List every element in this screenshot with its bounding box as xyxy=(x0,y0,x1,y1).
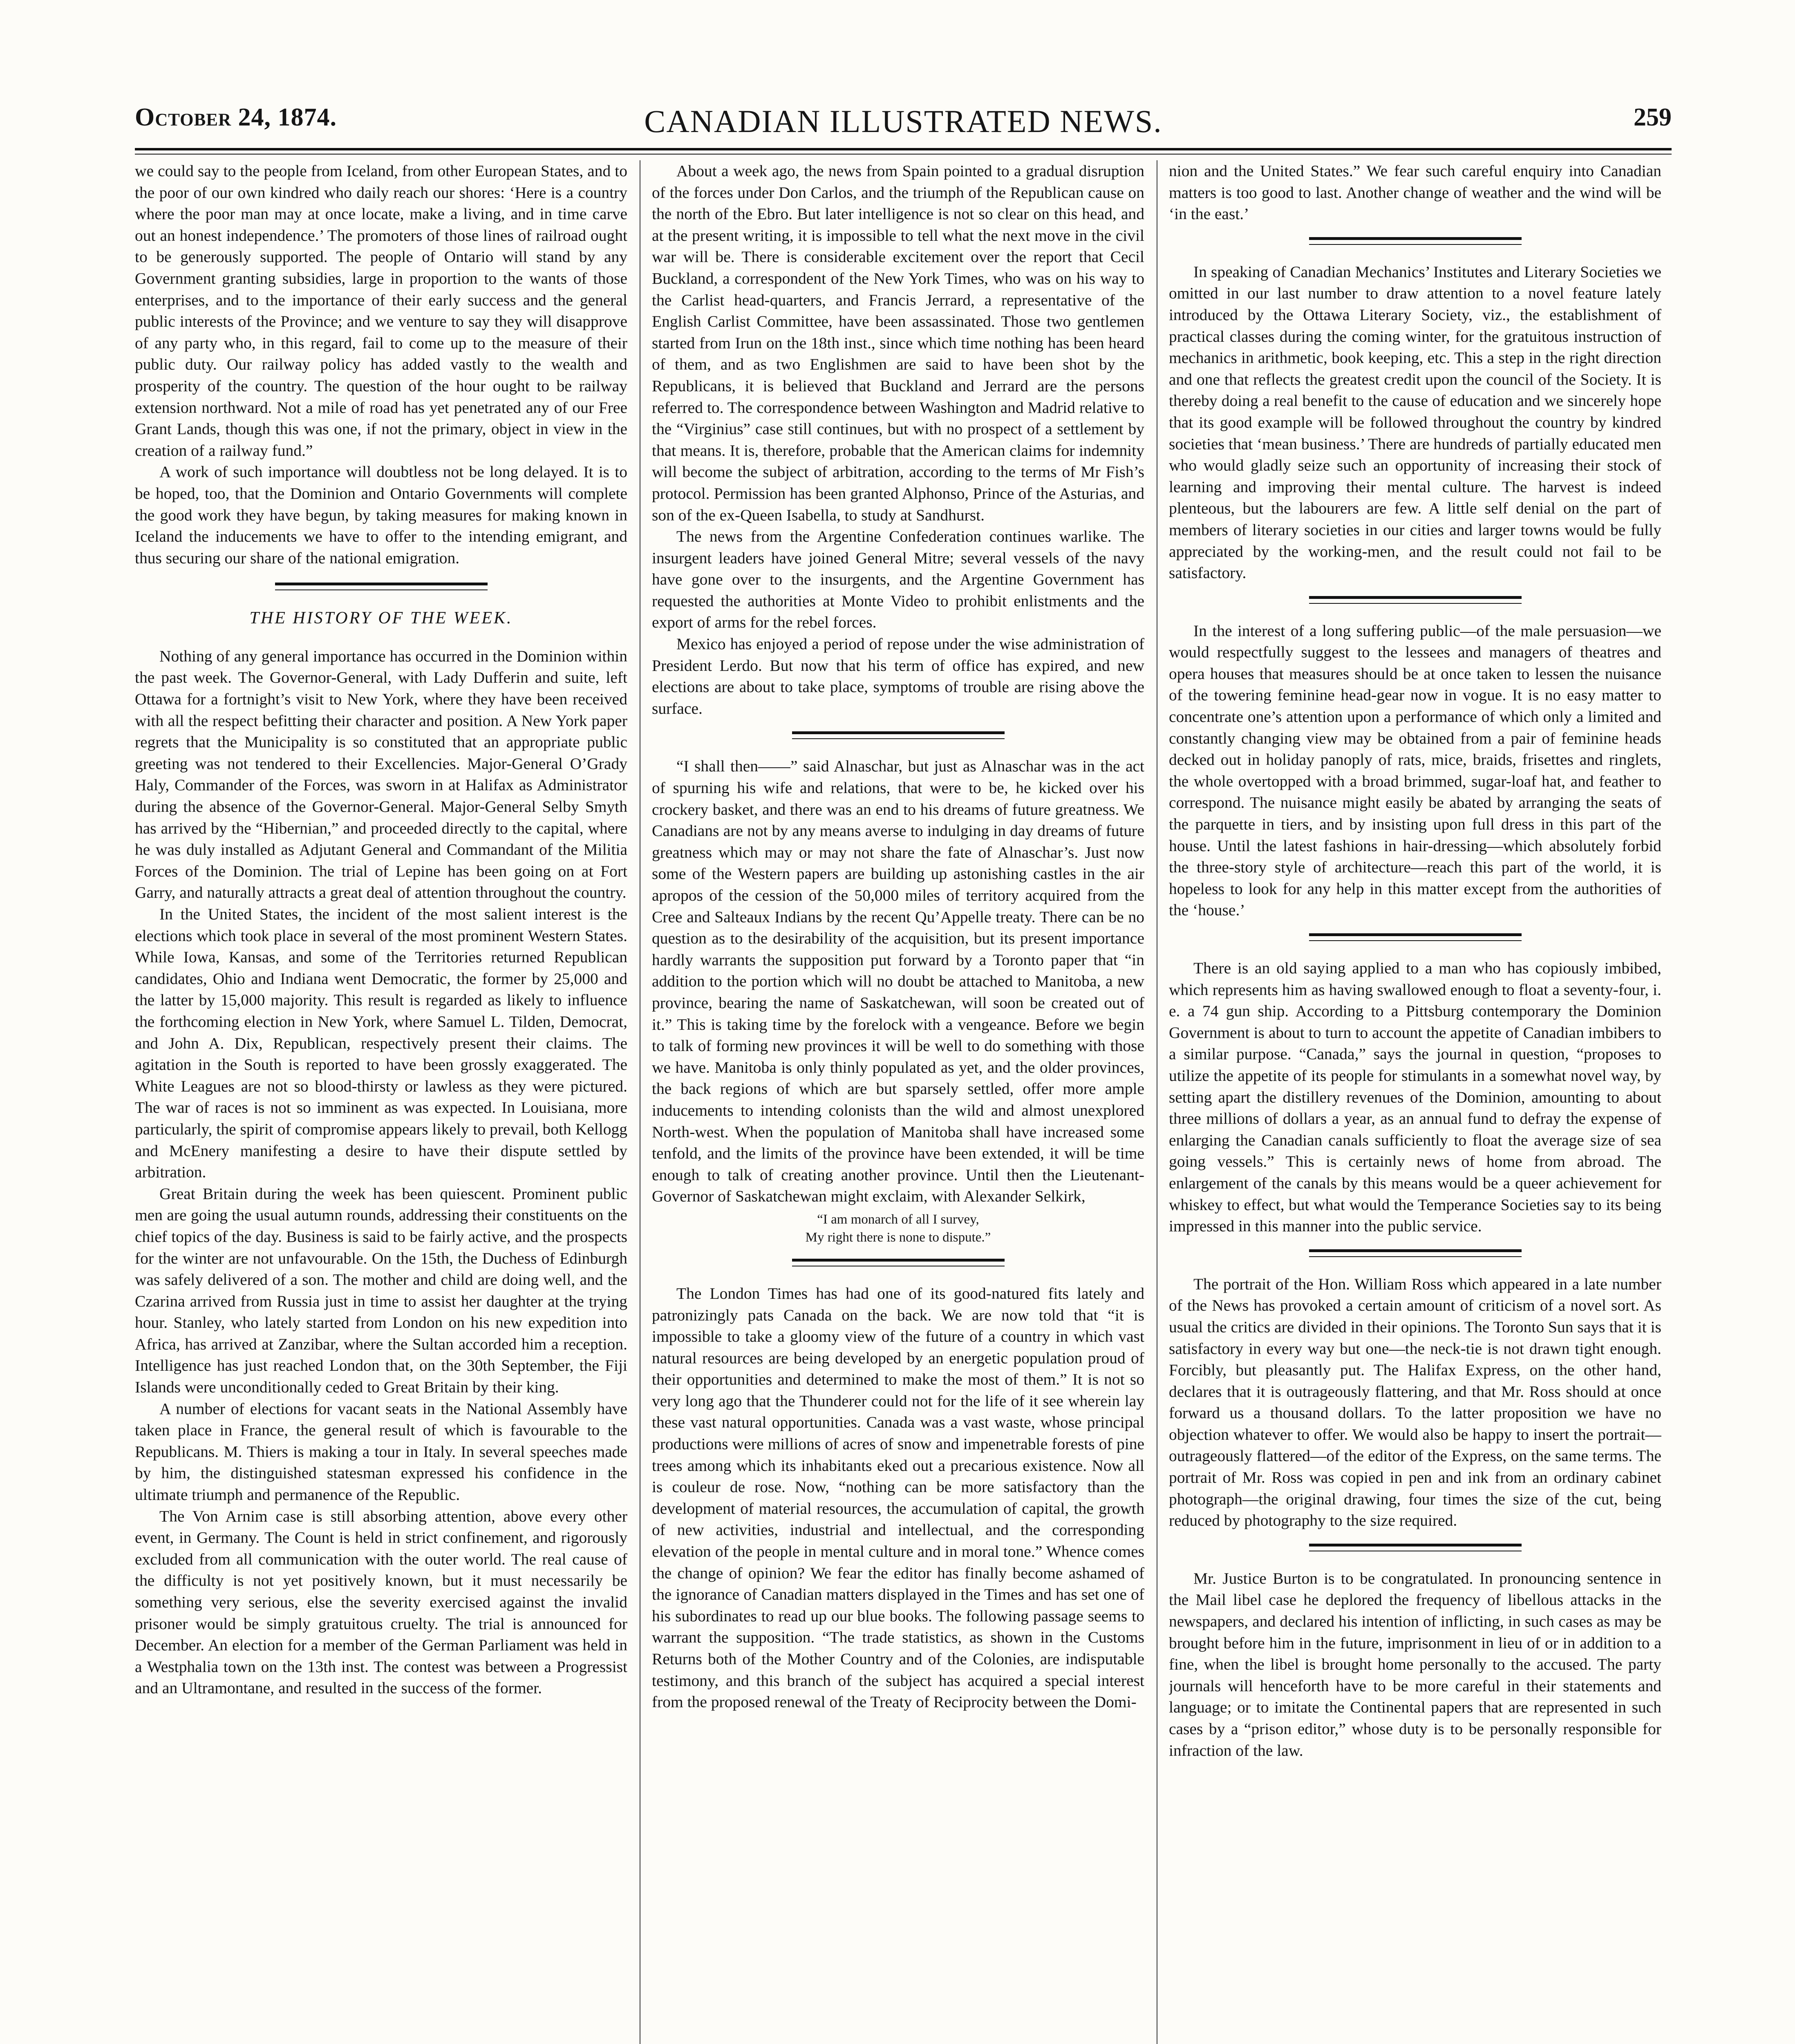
section-divider xyxy=(792,1259,1005,1266)
masthead-rule xyxy=(135,148,1672,155)
article-paragraph: The news from the Argentine Confederation continues warlike. The insurgent leaders have joined General Mitre; several vessels of the navy have gone over to the insurgents, and the Argentine Government has requested the authorities at Monte Video to prohibit enlistments and the export of arms for the rebel forces. xyxy=(652,527,1144,632)
article-paragraph: “I shall then——” said Alnaschar, but just as Alnaschar was in the act of spurning his wife and relations, that were to be, he kicked over his crockery basket, and there was an end to his dreams of future greatness. We Canadians are not by any means averse to indulging in day dreams of future greatness which may or may not share the fate of Alnaschar’s. Just now some of the Western papers are building up astonishing castles in the air apropos of the cession of the 50,000 miles of territory acquired from the Cree and Salteaux Indians by the recent Qu’Appelle treaty. There can be no question as to the desirability of the acquisition, but its present importance hardly warrants the supposition put forward by a Toronto paper that “in addition to the portion which will no doubt be attached to Manitoba, a new province, bearing the name of Saskatchewan, will soon be created out of it.” This is taking time by the forelock with a vengeance. Before we begin to talk of forming new provinces it will be well to do something with those we have. Manitoba is only thinly populated as yet, and the older provinces, the back regions of which are but sparsely settled, offer more ample inducements to intending colonists than the wild and almost unexplored North-west. When the population of Manitoba shall have increased some tenfold, and the limits of the province have been extended, it will be time enough to talk of creating another province. Until then the Lieutenant-Governor of Saskatchewan might exclaim, with Alexander Selkirk, xyxy=(652,757,1144,1206)
article-paragraph: The Von Arnim case is still absorbing attention, above every other event, in Germany. The Count is held in strict confinement, and rigorously excluded from all communication with the outer world. The real cause of the difficulty is not yet positively known, but it must necessarily be something very serious, else the severity exercised against the invalid prisoner would be simply gratuitous cruelty. The trial is announced for December. An election for a member of the German Parliament was held in a Westphalia town on the 13th inst. The contest was between a Progressist and an Ultramontane, and resulted in the success of the former. xyxy=(135,1507,627,1697)
article-paragraph: Nothing of any general importance has occurred in the Dominion within the past week. The Governor-General, with Lady Dufferin and suite, left Ottawa for a fortnight’s visit to New York, where they have been received with all the respect befitting their character and position. A New York paper regrets that the Municipality is so constituted that an appropriate public greeting was not tendered to their Excellencies. Major-General O’Grady Haly, Commander of the Forces, was sworn in at Halifax as Administrator during the absence of the Governor-General. Major-General Selby Smyth has arrived by the “Hibernian,” and proceeded directly to the capital, where he was duly installed as Adjutant General and Commandant of the Militia Forces of the Dominion. The trial of Lepine has been going on at Fort Garry, and naturally attracts a great deal of attention throughout the country. xyxy=(135,647,627,902)
section-divider xyxy=(1309,933,1522,941)
article-paragraph: A number of elections for vacant seats in the National Assembly have taken place in France, the general result of which is favourable to the Republicans. M. Thiers is making a tour in Italy. In several speeches made by him, the distinguished statesman expressed his confidence in the ultimate triumph and permanence of the Republic. xyxy=(135,1399,627,1504)
section-divider xyxy=(1309,596,1522,604)
verse-line: “I am monarch of all I survey, xyxy=(817,1212,979,1227)
page-number: 259 xyxy=(1634,103,1672,131)
article-paragraph: In speaking of Canadian Mechanics’ Institutes and Literary Societies we omitted in our last number to draw attention to a novel feature lately introduced by the Ottawa Literary Society, viz., the establishment of practical classes during the coming winter, for the gratuitous instruction of mechanics in arithmetic, book keeping, etc. This a step in the right direction and one that reflects the greatest credit upon the council of the Society. It is thereby doing a real benefit to the cause of education and we sincerely hope that its good example will be followed throughout the country by kindred societies that ‘mean business.’ There are hundreds of partially educated men who would gladly seize such an opportunity of increasing their stock of learning and improving their mental culture. The harvest is indeed plenteous, but the labourers are few. A little self denial on the part of members of literary societies in our cities and larger towns would be fully appreciated by the working-men, and the result could not fail to be satisfactory. xyxy=(1169,262,1661,582)
verse-line: My right there is none to dispute.” xyxy=(805,1230,991,1245)
article-paragraph: There is an old saying applied to a man who has copiously imbibed, which represents him as having swallowed enough to float a seventy-four, i. e. a 74 gun ship. According to a Pittsburg contemporary the Dominion Government is about to turn to account the appetite of Canadian imbibers to a similar purpose. “Canada,” says the journal in question, “proposes to utilize the appetite of its people for stimulants in a somewhat novel way, by setting apart the distillery revenues of the Dominion, amounting to about three millions of dollars a year, as an annual fund to defray the expense of enlarging the Canadian canals sufficiently to float the average size of sea going vessels.” This is certainly news of home from abroad. The enlargement of the canals by this means would be a queer achievement for whiskey to effect, but what would the Temperance Societies say to its being impressed in this manner into the public service. xyxy=(1169,959,1661,1235)
article-paragraph: nion and the United States.” We fear such careful enquiry into Canadian matters is too good to last. Another change of weather and the wind will be ‘in the east.’ xyxy=(1169,162,1661,223)
article-paragraph: The London Times has had one of its good-natured fits lately and patronizingly pats Canada on the back. We are now told that “it is impossible to take a gloomy view of the future of a country in which vast natural resources are being developed by an energetic population proud of their opportunities and determined to make the most of them.” It is not so very long ago that the Thunderer could not for the life of it see wherein lay these vast natural opportunities. Canada was a vast waste, whose principal productions were millions of acres of snow and impenetrable forests of pine trees among which its inhabitants eked out a precarious existence. Now all is couleur de rose. Now, “nothing can be more satisfactory than the development of material resources, the accumulation of capital, the growth of new activities, industrial and intellectual, and the corresponding elevation of the people in mental culture and in moral tone.” Whence comes the change of opinion? We fear the editor has finally become ashamed of the ignorance of Canadian matters displayed in the Times and has set one of his subordinates to read up our blue books. The following passage seems to warrant the supposition. “The trade statistics, as shown in the Customs Returns both of the Mother Country and of the Colonies, are indisputable testimony, and this branch of the subject has acquired a special interest from the proposed renewal of the Treaty of Reciprocity between the Domi- xyxy=(652,1284,1144,1711)
masthead xyxy=(135,103,1672,152)
verse-quote xyxy=(652,1210,1144,1246)
article-paragraph: Great Britain during the week has been quiescent. Prominent public men are going the usual autumn rounds, addressing their constituents on the chief topics of the day. Business is said to be fairly active, and the prospects for the winter are not unfavourable. On the 15th, the Duchess of Edinburgh was safely delivered of a son. The mother and child are doing well, and the Czarina arrived from Russia just in time to assist her daughter at the trying hour. Stanley, who lately started from London on his new expedition into Africa, has arrived at Zanzibar, where the Sultan accorded him a reception. Intelligence has just reached London that, on the 30th September, the Fiji Islands were unconditionally ceded to Great Britain by their king. xyxy=(135,1184,627,1396)
article-paragraph: In the interest of a long suffering public—of the male persuasion—we would respectfully suggest to the lessees and managers of theatres and opera houses that measures should be at once taken to lessen the nuisance of the towering feminine head-gear now in vogue. It is no easy matter to concentrate one’s attention upon a performance of which only a limited and constantly changing view may be obtained from a pair of feminine heads decked out in holiday panoply of rats, mice, braids, frisettes and ringlets, the whole overtopped with a broad brimmed, sugar-loaf hat, and feather to correspond. The nuisance might easily be abated by arranging the seats of the parquette in tiers, and by insisting upon full dress in this part of the house. Until the latest fashions in hair-dressing—which absolutely forbid the three-story style of architecture—reach this part of the world, it is hopeless to look for any help in this matter except from the authorities of the ‘house.’ xyxy=(1169,621,1661,919)
article-paragraph: A work of such importance will doubtless not be long delayed. It is to be hoped, too, that the Dominion and Ontario Governments will complete the good work they have begun, by taking measures for making known in Iceland the inducements we have to offer to the intending emigrant, and thus securing our share of the national emigration. xyxy=(135,463,627,567)
section-divider xyxy=(1309,237,1522,245)
column-1 xyxy=(135,160,627,2044)
section-divider xyxy=(792,731,1005,739)
section-divider xyxy=(1309,1544,1522,1551)
article-paragraph: we could say to the people from Iceland, from other European States, and to the poor of our own kindred who daily reach our shores: ‘Here is a country where the poor man may at once locate, make a living, and in time carve out an honest independence.’ The promoters of those lines of railroad ought to be generously supported. The people of Ontario will stand by any Government granting subsidies, large in proportion to the wants of those enterprises, and to the importance of their early success and the general public interests of the Province; and we venture to say they will disapprove of any party who, in this regard, fail to come up to the measure of their public duty. Our railway policy has added vastly to the wealth and prosperity of the country. The question of the hour ought to be railway extension northward. Not a mile of road has yet penetrated any of our Free Grant Lands, though this was one, if not the primary, object in view in the creation of a railway fund.” xyxy=(135,162,627,459)
article-paragraph: Mexico has enjoyed a period of repose under the wise administration of President Lerdo. But now that his term of office has expired, and new elections are about to take place, symptoms of trouble are rising above the surface. xyxy=(652,635,1144,717)
article-paragraph: The portrait of the Hon. William Ross which appeared in a late number of the News has provoked a certain amount of criticism of a novel sort. As usual the critics are divided in their opinions. The Toronto Sun says that it is satisfactory in every way but one—the neck-tie is not drawn tight enough. Forcibly, but pleasantly put. The Halifax Express, on the other hand, declares that it is outrageously flattering, and that Mr. Ross should at once forward us a thousand dollars. To the latter proposition we have no objection whatever to offer. We would also be happy to insert the portrait—outrageously flattered—of the editor of the Express, on the same terms. The portrait of Mr. Ross was copied in pen and ink from an ordinary cabinet photograph—the original drawing, four times the size of the cut, being reduced by photography to the size required. xyxy=(1169,1275,1661,1530)
column-2 xyxy=(652,160,1144,2044)
section-divider xyxy=(275,583,488,590)
article-paragraph: Mr. Justice Burton is to be congratulated. In pronouncing sentence in the Mail libel case he deplored the frequency of libellous attacks in the newspapers, and declared his intention of inflicting, in such cases as may be brought before him in the future, imprisonment in lieu of or in addition to a fine, when the libel is brought home personally to the accused. The party journals will henceforth have to be more careful in their statements and language; or to imitate the Continental papers that are represented in such cases by a “prison editor,” whose duty is to be personally responsible for infraction of the law. xyxy=(1169,1569,1661,1759)
section-divider xyxy=(1309,1249,1522,1257)
section-heading: THE HISTORY OF THE WEEK. xyxy=(249,609,513,628)
issue-date: October 24, 1874. xyxy=(135,103,337,131)
column-3 xyxy=(1169,160,1661,2044)
publication-title: CANADIAN ILLUSTRATED NEWS. xyxy=(644,103,1162,139)
article-paragraph: In the United States, the incident of the most salient interest is the elections which took place in several of the most prominent Western States. While Iowa, Kansas, and some of the Territories returned Republican candidates, Ohio and Indiana went Democratic, the former by 25,000 and the latter by 15,000 majority. This result is regarded as likely to influence the forthcoming election in New York, where Samuel L. Tilden, Democrat, and John A. Dix, Republican, respectively present their claims. The agitation in the South is reported to have been grossly exaggerated. The White Leagues are not so blood-thirsty or lawless as they were pictured. The war of races is not so imminent as was expected. In Louisiana, more particularly, the spirit of compromise appears likely to prevail, both Kellogg and McEnery manifesting a desire to have their dispute settled by arbitration. xyxy=(135,905,627,1181)
article-paragraph: About a week ago, the news from Spain pointed to a gradual disruption of the forces under Don Carlos, and the triumph of the Republican cause on the north of the Ebro. But later intelligence is not so clear on this head, and at the present writing, it is impossible to tell what the next move in the civil war will be. There is considerable excitement over the report that Cecil Buckland, a correspondent of the New York Times, who was on his way to the Carlist head-quarters, and Francis Jerrard, a representative of the English Carlist Committee, have been assassinated. Those two gentlemen started from Irun on the 18th inst., since which time nothing has been heard of them, and as two Englishmen are said to have been shot by the Republicans, it is believed that Buckland and Jerrard are the persons referred to. The correspondence between Washington and Madrid relative to the “Virginius” case still continues, but with no prospect of a settlement by that means. It is, therefore, probable that the American claims for indemnity will become the subject of arbitration, according to the terms of Mr Fish’s protocol. Permission has been granted Alphonso, Prince of the Asturias, and son of the ex-Queen Isabella, to study at Sandhurst. xyxy=(652,162,1144,524)
